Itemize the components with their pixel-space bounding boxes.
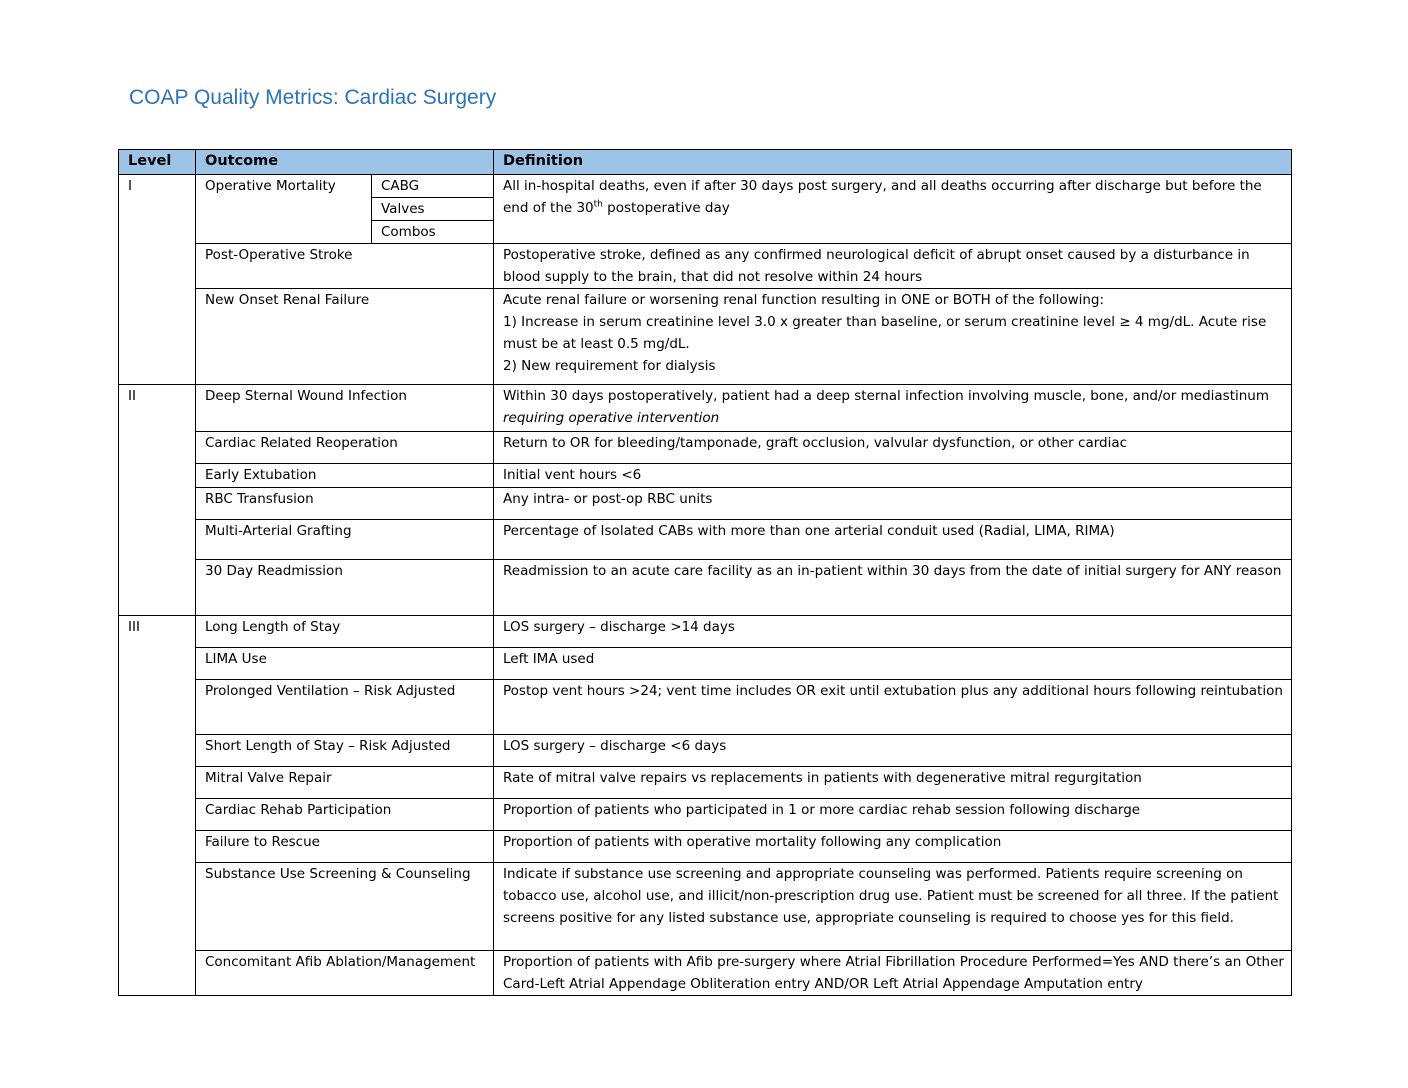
table-row	[119, 616, 1292, 648]
outcome-cell: Substance Use Screening & Counseling	[196, 863, 494, 951]
page-title: COAP Quality Metrics: Cardiac Surgery	[129, 86, 497, 109]
sub-outcome-cell: Valves	[372, 198, 494, 221]
outcome-cell: Multi-Arterial Grafting	[196, 520, 494, 560]
outcome-cell: 30 Day Readmission	[196, 560, 494, 616]
table-row	[119, 289, 1292, 385]
definition-cell: Percentage of Isolated CABs with more than one arterial conduit used (Radial, LIMA, RIMA)	[494, 520, 1292, 560]
table-row	[119, 175, 1292, 198]
definition-line: 2) New requirement for dialysis	[503, 358, 716, 374]
definition-cell: Readmission to an acute care facility as an in-patient within 30 days from the date of initial surgery for ANY reason	[494, 560, 1292, 616]
outcome-cell: Failure to Rescue	[196, 831, 494, 863]
outcome-cell: LIMA Use	[196, 648, 494, 680]
outcome-cell: Cardiac Related Reoperation	[196, 432, 494, 464]
outcome-cell: Long Length of Stay	[196, 616, 494, 648]
definition-cell: Rate of mitral valve repairs vs replacements in patients with degenerative mitral regurgitation	[494, 767, 1292, 799]
header-row	[119, 150, 1292, 175]
outcome-cell: Prolonged Ventilation – Risk Adjusted	[196, 680, 494, 735]
definition-cell: Postoperative stroke, defined as any confirmed neurological deficit of abrupt onset caused by a disturbance in blood supply to the brain, that did not resolve within 24 hours	[494, 244, 1292, 289]
table-row	[119, 520, 1292, 560]
definition-cell	[494, 385, 1292, 432]
definition-line: Acute renal failure or worsening renal function resulting in ONE or BOTH of the following:	[503, 292, 1105, 308]
table-row	[119, 799, 1292, 831]
table-row	[119, 244, 1292, 289]
definition-cell: Left IMA used	[494, 648, 1292, 680]
header-level: Level	[119, 150, 196, 175]
definition-cell: LOS surgery – discharge >14 days	[494, 616, 1292, 648]
definition-cell	[494, 175, 1292, 244]
table-row	[119, 488, 1292, 520]
outcome-cell: Early Extubation	[196, 464, 494, 488]
definition-cell: Return to OR for bleeding/tamponade, graft occlusion, valvular dysfunction, or other cardiac	[494, 432, 1292, 464]
definition-cell	[494, 289, 1292, 385]
definition-cell: Proportion of patients with operative mortality following any complication	[494, 831, 1292, 863]
definition-cell: Proportion of patients who participated in 1 or more cardiac rehab session following discharge	[494, 799, 1292, 831]
sub-outcome-cell: CABG	[372, 175, 494, 198]
definition-text: Within 30 days postoperatively, patient had a deep sternal infection involving muscle, bone, and/or mediastinum	[503, 388, 1270, 404]
table-row	[119, 680, 1292, 735]
definition-line: 1) Increase in serum creatinine level 3.0 x greater than baseline, or serum creatinine level ≥ 4 mg/dL. Acute rise must be at least 0.5 mg/dL.	[503, 314, 1267, 352]
metrics-table	[118, 149, 1292, 996]
table-row	[119, 831, 1292, 863]
definition-cell: Any intra- or post-op RBC units	[494, 488, 1292, 520]
table-row	[119, 648, 1292, 680]
table-row	[119, 560, 1292, 616]
table-row	[119, 432, 1292, 464]
level-cell: II	[119, 385, 196, 616]
outcome-cell: RBC Transfusion	[196, 488, 494, 520]
level-cell: I	[119, 175, 196, 385]
outcome-cell: New Onset Renal Failure	[196, 289, 494, 385]
definition-cell: Indicate if substance use screening and appropriate counseling was performed. Patients require screening on tobacco use, alcohol use, and illicit/non-prescription drug use. Patient must be screened for all three. If the patient screens positive for any listed substance use, appropriate counseling is required to choose yes for this field.	[494, 863, 1292, 951]
header-outcome: Outcome	[196, 150, 494, 175]
outcome-cell: Short Length of Stay – Risk Adjusted	[196, 735, 494, 767]
definition-text: All in-hospital deaths, even if after 30 days post surgery, and all deaths occurring after discharge but before the end of the 30	[503, 178, 1262, 216]
table-row	[119, 951, 1292, 996]
header-definition: Definition	[494, 150, 1292, 175]
definition-emphasis: requiring operative intervention	[503, 410, 720, 426]
superscript: th	[593, 199, 603, 210]
definition-cell: LOS surgery – discharge <6 days	[494, 735, 1292, 767]
outcome-cell: Mitral Valve Repair	[196, 767, 494, 799]
outcome-cell: Post-Operative Stroke	[196, 244, 494, 289]
definition-cell: Initial vent hours <6	[494, 464, 1292, 488]
outcome-cell: Deep Sternal Wound Infection	[196, 385, 494, 432]
outcome-cell: Concomitant Afib Ablation/Management	[196, 951, 494, 996]
table-row	[119, 735, 1292, 767]
definition-cell: Proportion of patients with Afib pre-surgery where Atrial Fibrillation Procedure Performed=Yes AND there’s an Other Card-Left Atrial Appendage Obliteration entry AND/OR Left Atrial Appendage Amputation entry	[494, 951, 1292, 996]
definition-cell: Postop vent hours >24; vent time includes OR exit until extubation plus any additional hours following reintubation	[494, 680, 1292, 735]
outcome-cell: Operative Mortality	[196, 175, 372, 244]
sub-outcome-cell: Combos	[372, 221, 494, 244]
level-cell: III	[119, 616, 196, 996]
table-row	[119, 385, 1292, 432]
definition-text: postoperative day	[602, 200, 730, 216]
table-row	[119, 464, 1292, 488]
table-row	[119, 863, 1292, 951]
outcome-cell: Cardiac Rehab Participation	[196, 799, 494, 831]
table-row	[119, 767, 1292, 799]
